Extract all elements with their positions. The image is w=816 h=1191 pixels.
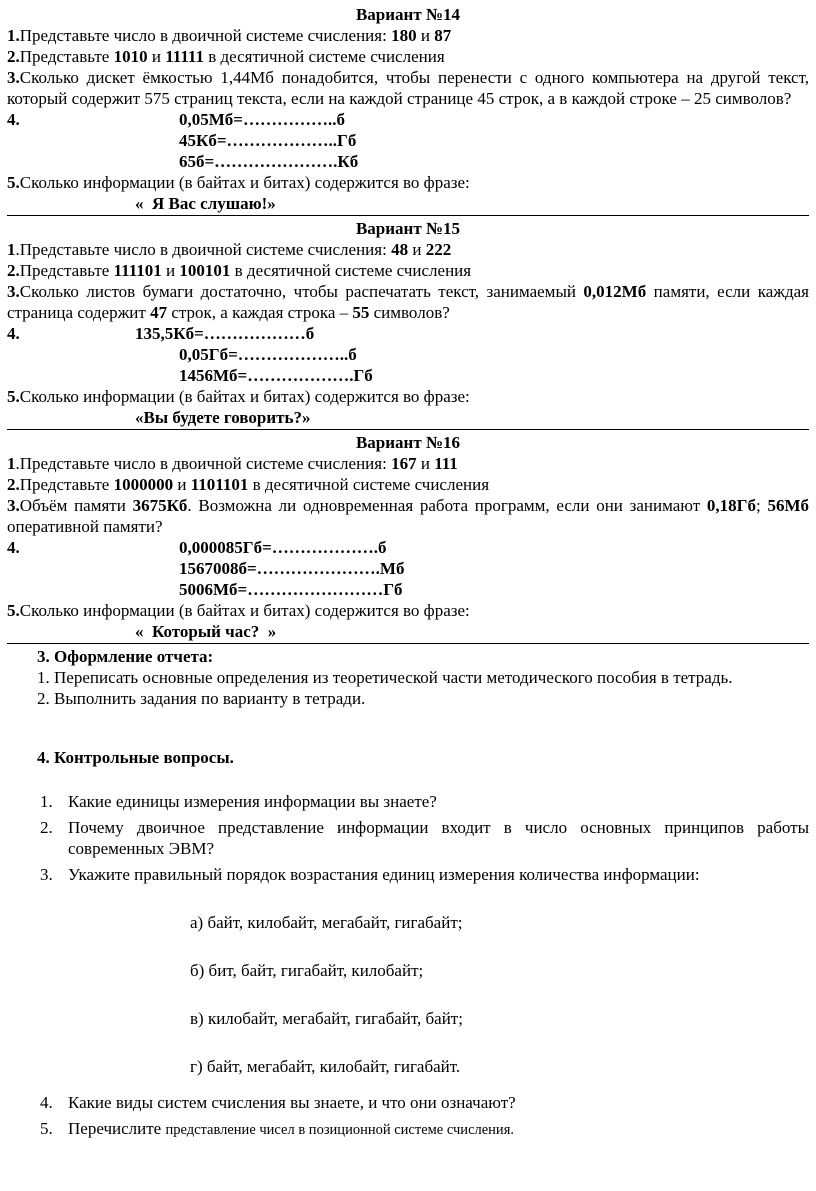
question-5-number: 5. [40, 1119, 53, 1138]
variant-16-phrase: « Который час? » [135, 622, 277, 641]
variant-14-conversion-1: 0,05Мб=……………..б [179, 110, 345, 129]
variant-14-section [7, 4, 809, 214]
question-1-number: 1. [40, 792, 53, 811]
report-item-2: 2. Выполнить задания по варианту в тетради. [37, 689, 366, 708]
report-item-1: 1. Переписать основные определения из теоретической части методического пособия в тетрадь. [37, 668, 733, 687]
variant-14-item-1: 1.Представьте число в двоичной системе счисления: 180 и 87 [7, 26, 452, 45]
variant-14-item-4-number: 4. [7, 110, 20, 129]
variant-16-conversion-1: 0,000085Гб=……………….б [179, 538, 387, 557]
report-title: 3. Оформление отчета: [37, 647, 214, 666]
question-4 [7, 1092, 809, 1113]
report-section [7, 646, 809, 709]
variant-15-item-4 [7, 323, 809, 344]
answer-option-b: б) бит, байт, гигабайт, килобайт; [190, 961, 424, 980]
variant-14-item-5: 5.Сколько информации (в байтах и битах) содержится во фразе: [7, 173, 470, 192]
variant-14-item-3: 3.Сколько дискет ёмкостью 1,44Мб понадобится, чтобы перенести с одного компьютера на другой текст, который содержит 575 страниц текста, если на каждой странице 45 строк, а в каждой строке – 25 символов? [7, 68, 809, 108]
variant-15-item-3: 3.Сколько листов бумаги достаточно, чтобы распечатать текст, занимаемый 0,012Мб памяти, если каждая страница содержит 47 строк, а каждая строка – 55 символов? [7, 282, 809, 322]
answer-option-v: в) килобайт, мегабайт, гигабайт, байт; [190, 1009, 463, 1028]
question-1-text: Какие единицы измерения информации вы знаете? [68, 792, 437, 811]
variant-15-item-5: 5.Сколько информации (в байтах и битах) содержится во фразе: [7, 387, 470, 406]
variant-16-item-1: 1.Представьте число в двоичной системе счисления: 167 и 111 [7, 454, 458, 473]
variant-16-title: Вариант №16 [355, 433, 461, 452]
question-5-text: Перечислите [68, 1119, 166, 1138]
question-5-text-small: представление чисел в позиционной системе счисления. [165, 1122, 514, 1138]
variant-16-item-4 [7, 537, 809, 558]
variant-15-item-1: 1.Представьте число в двоичной системе счисления: 48 и 222 [7, 240, 452, 259]
answer-option-g: г) байт, мегабайт, килобайт, гигабайт. [190, 1057, 461, 1076]
variant-16-conversion-3: 5006Мб=……………………Гб [179, 580, 403, 599]
question-2-number: 2. [40, 818, 53, 837]
question-3 [7, 864, 809, 885]
section-divider [7, 215, 809, 216]
variant-15-item-2: 2.Представьте 111101 и 100101 в десятичной системе счисления [7, 261, 472, 280]
variant-16-conversion-2: 1567008б=………………….Мб [179, 559, 405, 578]
section-divider [7, 429, 809, 430]
variant-15-phrase: «Вы будете говорить?» [135, 408, 311, 427]
variant-16-item-5: 5.Сколько информации (в байтах и битах) содержится во фразе: [7, 601, 470, 620]
question-2 [7, 817, 809, 859]
answer-option-a: а) байт, килобайт, мегабайт, гигабайт; [190, 913, 463, 932]
question-1 [7, 791, 809, 812]
variant-14-conversion-3: 65б=………………….Кб [179, 152, 359, 171]
variant-15-item-4-number: 4. [7, 324, 20, 343]
variant-14-item-2: 2.Представьте 1010 и 11111 в десятичной системе счисления [7, 47, 445, 66]
variant-14-title: Вариант №14 [355, 5, 461, 24]
section-divider [7, 643, 809, 644]
questions-section [7, 747, 809, 1141]
variant-14-conversion-2: 45Кб=………………..Гб [179, 131, 357, 150]
questions-title: 4. Контрольные вопросы. [37, 748, 234, 767]
variant-15-section [7, 218, 809, 428]
question-4-number: 4. [40, 1093, 53, 1112]
variant-16-item-3: 3.Объём памяти 3675Кб. Возможна ли одновременная работа программ, если они занимают 0,18Гб; 56Мб оперативной памяти? [7, 496, 810, 536]
variant-16-section [7, 432, 809, 642]
variant-16-item-2: 2.Представьте 1000000 и 1101101 в десятичной системе счисления [7, 475, 490, 494]
variant-16-item-4-number: 4. [7, 538, 20, 557]
question-2-text: Почему двоичное представление информации входит в число основных принципов работы современных ЭВМ? [68, 818, 809, 858]
variant-15-conversion-1: 135,5Кб=………………б [135, 324, 315, 343]
variant-15-conversion-2: 0,05Гб=………………..б [179, 345, 357, 364]
question-3-text: Укажите правильный порядок возрастания единиц измерения количества информации: [68, 865, 700, 884]
question-4-text: Какие виды систем счисления вы знаете, и что они означают? [68, 1093, 516, 1112]
question-5 [7, 1118, 809, 1141]
variant-15-conversion-3: 1456Мб=……………….Гб [179, 366, 373, 385]
variant-14-phrase: « Я Вас слушаю!» [135, 194, 276, 213]
question-3-number: 3. [40, 865, 53, 884]
variant-15-title: Вариант №15 [355, 219, 461, 238]
variant-14-item-4 [7, 109, 809, 130]
